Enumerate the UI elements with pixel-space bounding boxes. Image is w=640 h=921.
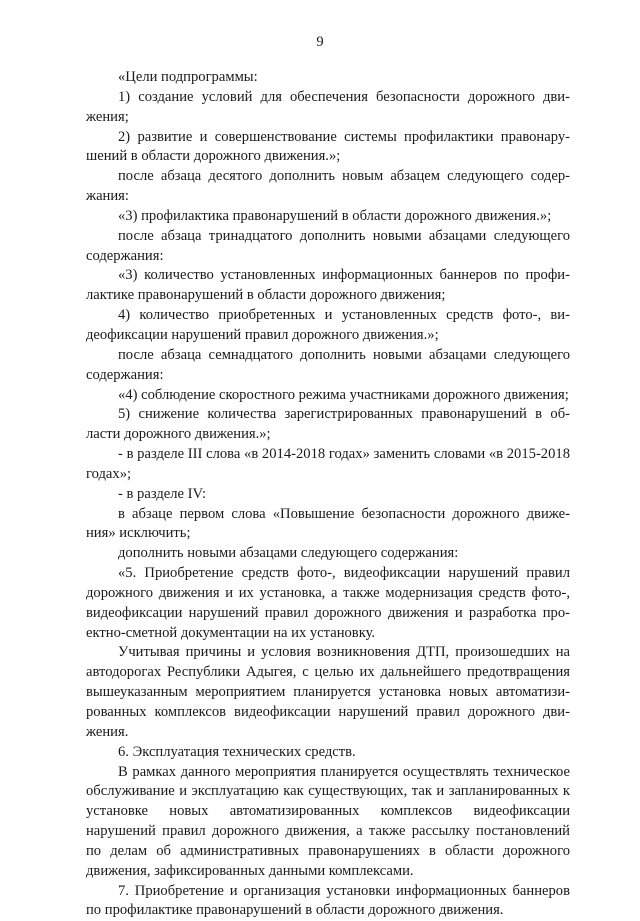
paragraph: Учитывая причины и условия возникновения ДТП, произошедших на автодорогах Республики Адыгея, с целью их дальнейшего предотвращения вышеуказанным мероприятием планируется установка новых автоматизированных комплексов видеофиксации нарушений правил дорожного движения. <box>86 644 570 740</box>
paragraph: - в разделе IV: <box>118 485 207 502</box>
paragraph: в абзаце первом слова «Повышение безопасности дорожного движения» исключить; <box>86 505 570 542</box>
paragraph: после абзаца десятого дополнить новым абзацем следующего содержания: <box>86 168 570 205</box>
paragraph: 5) снижение количества зарегистрированных правонарушений в области дорожного движения.»; <box>86 406 570 443</box>
document-body <box>86 68 570 921</box>
paragraph: В рамках данного мероприятия планируется осуществлять техническое обслуживание и эксплуатацию как существующих, так и запланированных к установке новых автоматизированных комплексов видеофиксации нарушений правил дорожного движения, а также рассылку постановлений по делам об административных правонарушениях в области дорожного движения, зафиксированных данными комплексами. <box>86 763 570 879</box>
paragraph: «4) соблюдение скоростного режима участниками дорожного движения; <box>118 386 569 403</box>
paragraph: «3) профилактика правонарушений в области дорожного движения.»; <box>118 207 552 224</box>
paragraph: 7. Приобретение и организация установки информационных баннеров по профилактике правонарушений в области дорожного движения. <box>86 882 570 919</box>
paragraph: - в разделе III слова «в 2014-2018 годах» заменить словами «в 2015-2018 годах»; <box>86 446 570 482</box>
paragraph: 6. Эксплуатация технических средств. <box>118 743 356 760</box>
paragraph: после абзаца тринадцатого дополнить новыми абзацами следующего содержания: <box>86 227 570 264</box>
paragraph: 4) количество приобретенных и установленных средств фото-, видеофиксации нарушений правил дорожного движения.»; <box>86 307 570 343</box>
paragraph: «5. Приобретение средств фото-, видеофиксации нарушений правил дорожного движения и их установка, а также модернизация средств фото-, видеофиксации нарушений правил дорожного движения и разработка проектно-сметной документации на их установку. <box>86 565 570 641</box>
paragraph: «Цели подпрограммы: <box>118 69 258 85</box>
paragraph: «3) количество установленных информационных баннеров по профилактике правонарушений в области дорожного движения; <box>86 267 570 304</box>
paragraph: 1) создание условий для обеспечения безопасности дорожного движения; <box>86 88 570 125</box>
paragraph: после абзаца семнадцатого дополнить новыми абзацами следующего содержания: <box>86 346 570 383</box>
paragraph: дополнить новыми абзацами следующего содержания: <box>118 545 459 562</box>
paragraph: 2) развитие и совершенствование системы профилактики правонарушений в области дорожного движения.»; <box>86 128 570 165</box>
page-number: 9 <box>316 34 324 50</box>
